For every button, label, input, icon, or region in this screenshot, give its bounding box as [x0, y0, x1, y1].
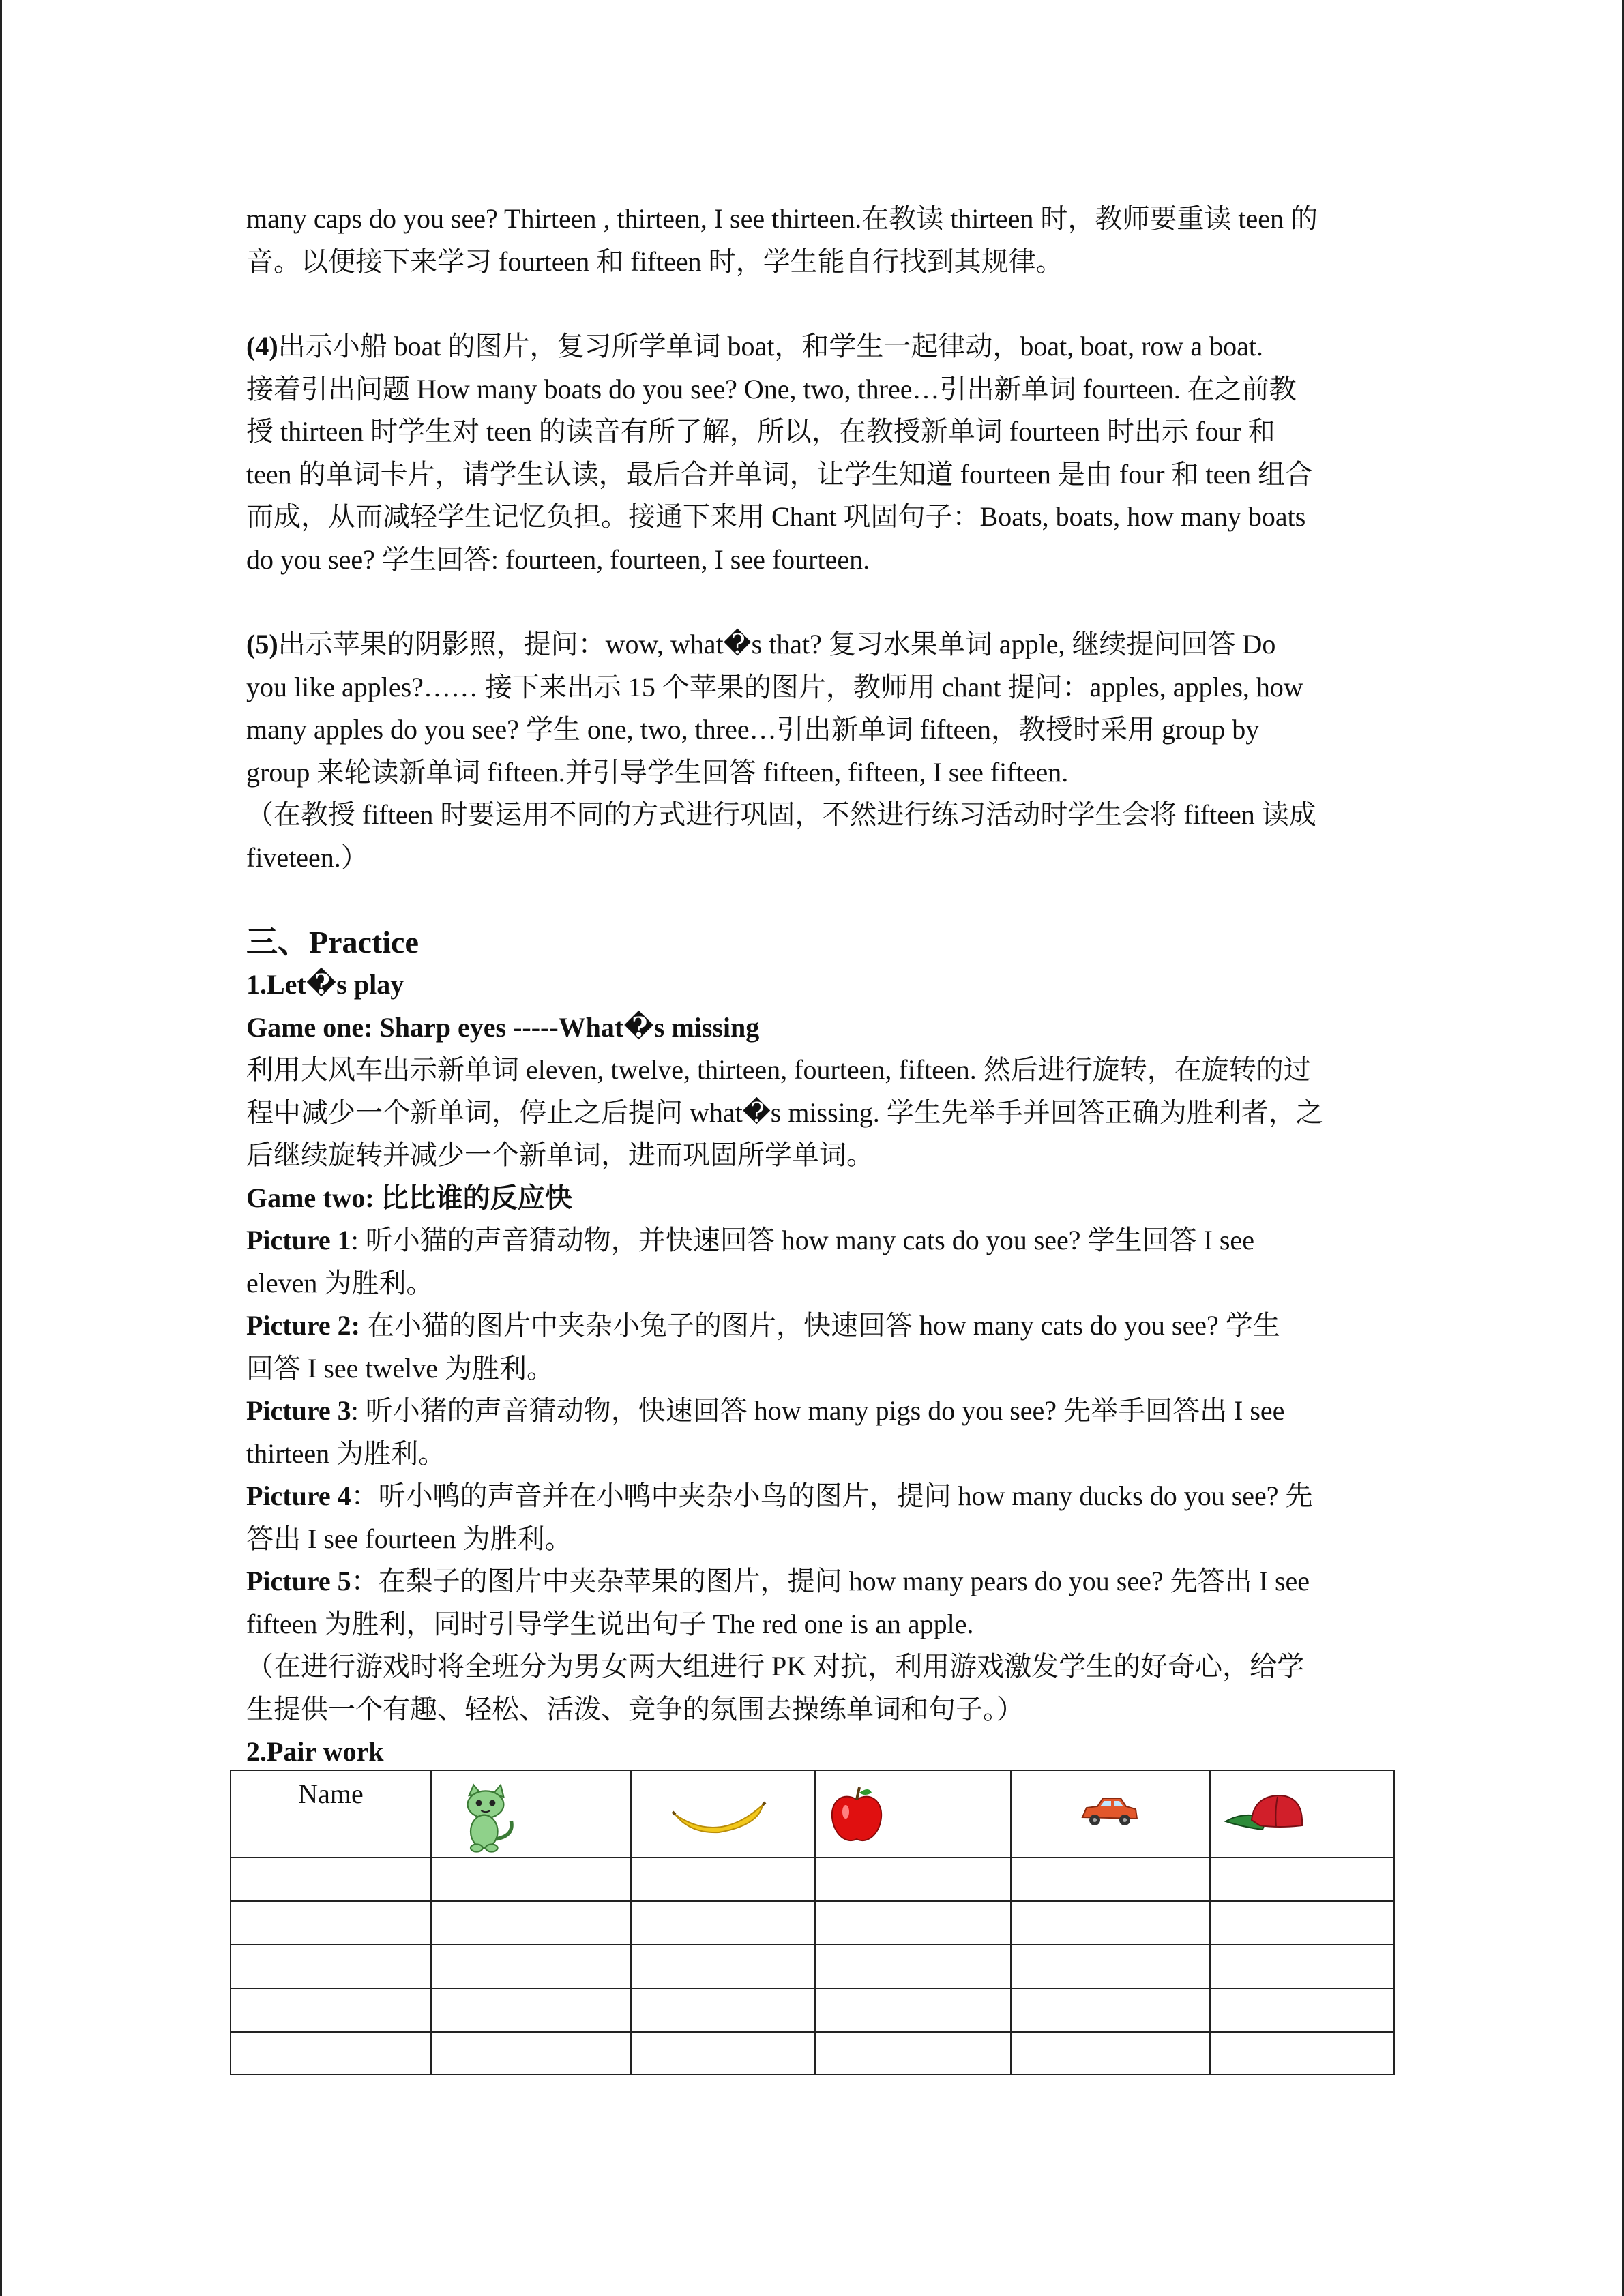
game-title: Game one: Sharp eyes -----What�s missing [246, 1011, 760, 1043]
picture-item [246, 1304, 1378, 1347]
table-row [231, 1858, 1394, 1901]
text-line: 音。以便接下来学习 fourteen 和 fifteen 时，学生能自行找到其规律。 [246, 245, 1063, 277]
text-line: eleven 为胜利。 [246, 1267, 434, 1298]
text-line: 授 thirteen 时学生对 teen 的读音有所了解，所以，在教授新单词 fourteen 时出示 four 和 [246, 416, 1275, 447]
header-name: Name [231, 1770, 431, 1858]
text-line: 程中减少一个新单词，停止之后提问 what�s missing. 学生先举手并回答正确为胜利者，之 [246, 1097, 1323, 1128]
game-title: Game two: 比比谁的反应快 [246, 1182, 572, 1213]
picture-label: Picture 4 [246, 1480, 351, 1511]
text-line: you like apples?…… 接下来出示 15 个苹果的图片，教师用 chant 提问：apples, apples, how [246, 671, 1303, 702]
text-line: （在教授 fifteen 时要运用不同的方式进行巩固，不然进行练习活动时学生会将 fifteen 读成 [246, 799, 1316, 830]
table-row [231, 1901, 1394, 1945]
apple-icon [829, 1785, 884, 1846]
picture-item [246, 1475, 1378, 1518]
text-line: group 来轮读新单词 fifteen.并引导学生回答 fifteen, fifteen, I see fifteen. [246, 756, 1069, 788]
text-line: 答出 I see fourteen 为胜利。 [246, 1523, 572, 1554]
section-heading: 三、Practice [246, 925, 419, 959]
text-line: 利用大风车出示新单词 eleven, twelve, thirteen, fourteen, fifteen. 然后进行旋转，在旋转的过 [246, 1054, 1311, 1085]
table-row [231, 2032, 1394, 2074]
picture-sep: ： [351, 1480, 379, 1511]
text-line: fiveteen.） [246, 841, 368, 873]
picture-label: Picture 2: [246, 1310, 360, 1341]
text-line: thirteen 为胜利。 [246, 1437, 446, 1469]
text-line: （在进行游戏时将全班分为男女两大组进行 PK 对抗，利用游戏激发学生的好奇心，给学 [246, 1651, 1305, 1682]
subsection-heading: 2.Pair work [246, 1736, 384, 1767]
cat-icon [448, 1780, 523, 1855]
text-line: many caps do you see? Thirteen , thirteen, I see thirteen.在教读 thirteen 时，教师要重读 teen 的 [246, 203, 1318, 234]
car-icon [1078, 1791, 1140, 1832]
picture-item [246, 1390, 1378, 1433]
cap-icon [1224, 1791, 1306, 1839]
step-label: (5) [246, 629, 278, 659]
picture-sep: : [351, 1395, 359, 1426]
text-line: 出示小船 boat 的图片，复习所学单词 boat，和学生一起律动，boat, boat, row a boat. [278, 331, 1263, 361]
picture-label: Picture 1 [246, 1225, 351, 1255]
step5-paragraph [246, 623, 1378, 666]
document-body [246, 198, 1378, 1774]
text-line: fifteen 为胜利，同时引导学生说出句子 The red one is an apple. [246, 1608, 974, 1639]
banana-icon [671, 1791, 767, 1846]
table-row [231, 1945, 1394, 1988]
text-line: 在梨子的图片中夹杂苹果的图片，提问 how many pears do you see? 先答出 I see [378, 1566, 1310, 1596]
text-line: 生提供一个有趣、轻松、活泼、竞争的氛围去操练单词和句子。） [246, 1693, 1024, 1725]
text-line: 后继续旋转并减少一个新单词，进而巩固所学单词。 [246, 1139, 874, 1170]
subsection-heading: 1.Let�s play [246, 969, 404, 1000]
text-line: 在小猫的图片中夹杂小兔子的图片，快速回答 how many cats do you see? 学生 [359, 1310, 1280, 1341]
picture-item [246, 1219, 1378, 1262]
picture-sep: ： [351, 1566, 379, 1596]
text-line: 听小猫的声音猜动物，并快速回答 how many cats do you see? 学生回答 I see [358, 1225, 1254, 1255]
text-line: 出示苹果的阴影照，提问：wow, what�s that? 复习水果单词 apple, 继续提问回答 Do [278, 629, 1276, 659]
text-line: 听小猪的声音猜动物，快速回答 how many pigs do you see? 先举手回答出 I see [358, 1395, 1285, 1426]
pair-work-table [230, 1770, 1395, 2075]
text-line: teen 的单词卡片，请学生认读，最后合并单词，让学生知道 fourteen 是由 four 和 teen 组合 [246, 458, 1313, 490]
text-line: many apples do you see? 学生 one, two, three…引出新单词 fifteen，教授时采用 group by [246, 714, 1260, 745]
table-header-row [231, 1770, 1394, 1858]
table-row [231, 1988, 1394, 2032]
picture-item [246, 1560, 1378, 1603]
step-label: (4) [246, 331, 278, 361]
picture-label: Picture 3 [246, 1395, 351, 1426]
picture-sep: : [351, 1225, 359, 1255]
page-border-left [0, 0, 2, 2296]
text-line: 听小鸭的声音并在小鸭中夹杂小鸟的图片，提问 how many ducks do you see? 先 [378, 1480, 1313, 1511]
text-line: 而成，从而减轻学生记忆负担。接通下来用 Chant 巩固句子：Boats, boats, how many boats [246, 501, 1306, 532]
text-line: do you see? 学生回答: fourteen, fourteen, I see fourteen. [246, 543, 870, 575]
text-line: 接着引出问题 How many boats do you see? One, two, three…引出新单词 fourteen. 在之前教 [246, 373, 1297, 404]
picture-label: Picture 5 [246, 1566, 351, 1596]
step4-paragraph [246, 325, 1378, 368]
text-line: 回答 I see twelve 为胜利。 [246, 1352, 555, 1384]
